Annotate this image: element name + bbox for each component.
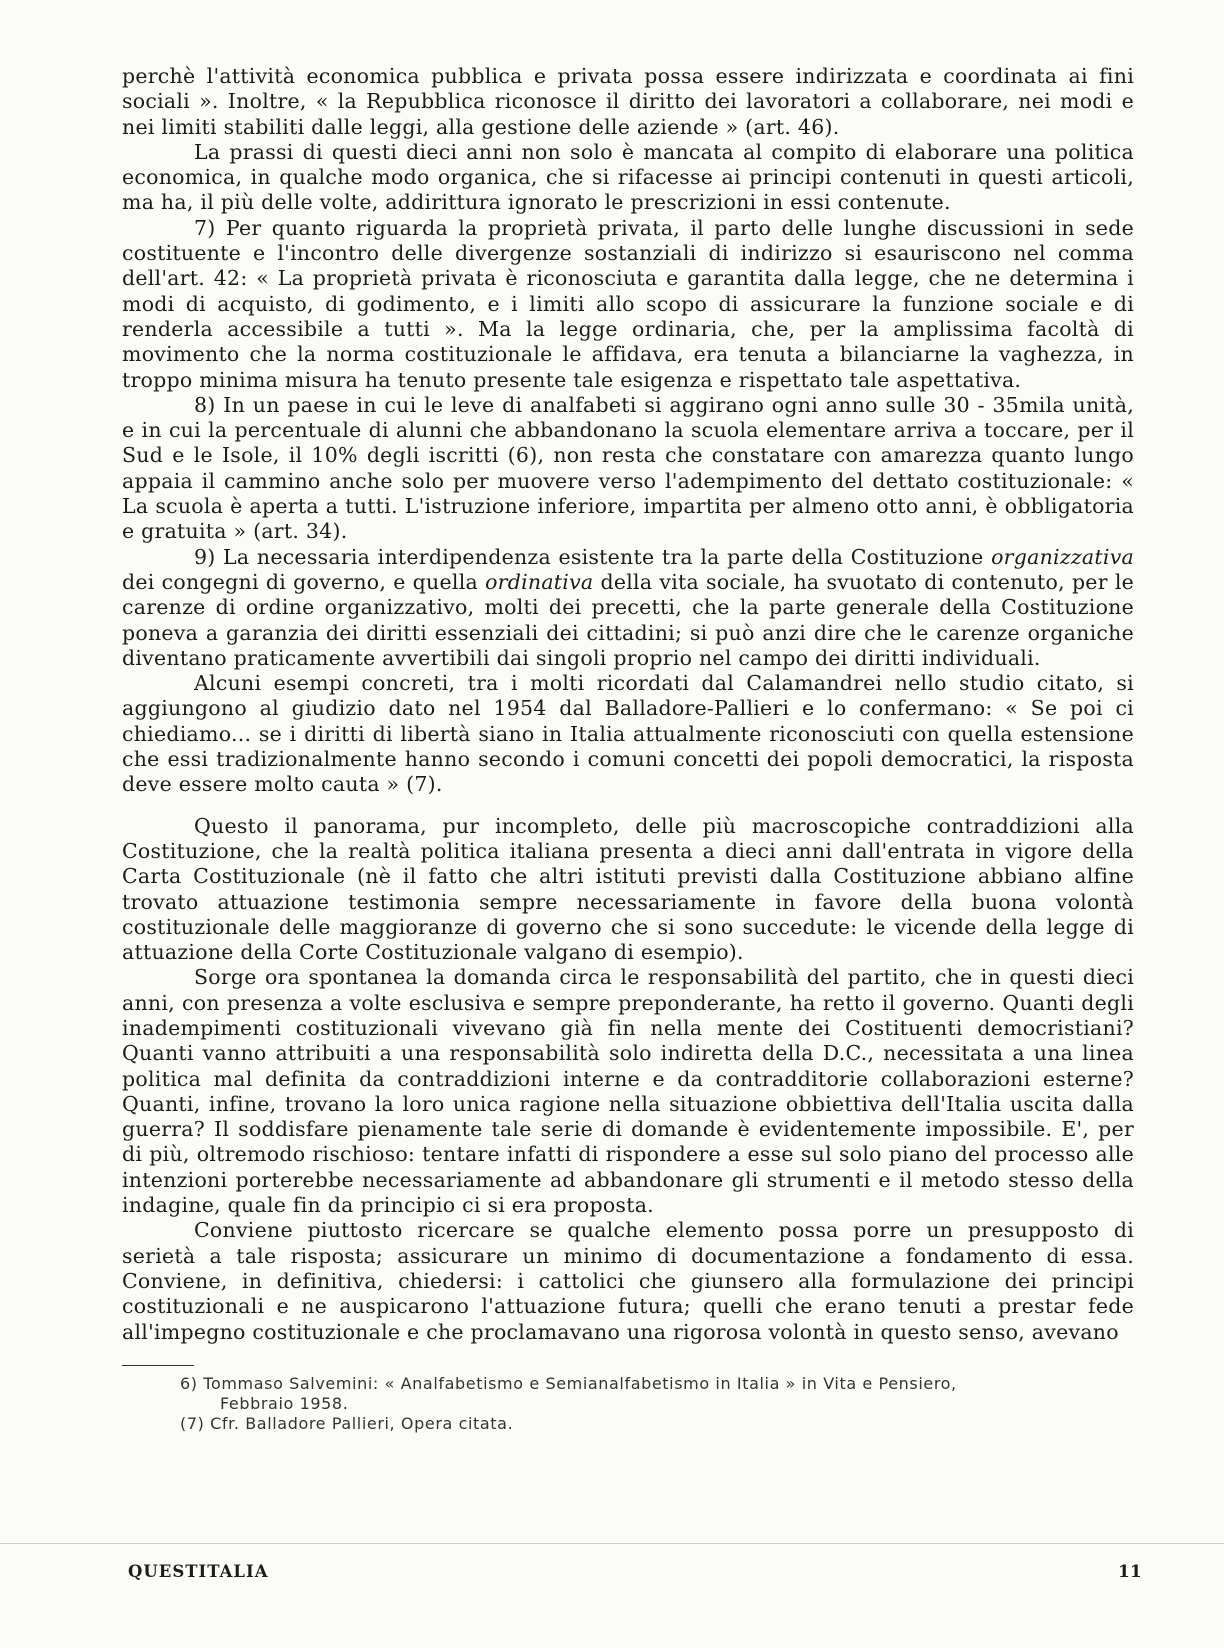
paragraph-5-italic-organizzativa: organizzativa <box>991 544 1134 569</box>
footer-divider <box>0 1543 1224 1544</box>
paragraph-3: 7) Per quanto riguarda la proprietà privata, il parto delle lunghe discussioni in sede costituente e l'incontro delle divergenze sostanziali di indirizzo si esauriscono nel comma dell'art. 42: « La proprietà privata è riconosciuta e garantita dalla legge, che ne determina i modi di acquisto, di godimento, e i limiti allo scopo di assicurare la funzione sociale e di renderla accessibile a tutti ». Ma la legge ordinaria, che, per la amplissima facoltà di movimento che la norma costituzionale le affidava, era tenuta a bilanciarne la vaghezza, in troppo minima misura ha tenuto presente tale esigenza e rispettato tale aspettativa. <box>122 215 1134 392</box>
article-body <box>122 64 1134 1434</box>
paragraph-6: Alcuni esempi concreti, tra i molti ricordati dal Calamandrei nello studio citato, si aggiungono al giudizio dato nel 1954 dal Balladore-Pallieri e lo confermano: « Se poi ci chiediamo... se i diritti di libertà siano in Italia attualmente riconosciuti con quella estensione che essi tradizionalmente hanno secondo i comuni concetti dei popoli democratici, la risposta deve essere molto cauta » (7). <box>122 671 1134 797</box>
paragraph-5-italic-ordinativa: ordinativa <box>485 569 594 594</box>
paragraph-5-text-a: 9) La necessaria interdipendenza esistente tra la parte della Costituzione <box>194 544 992 569</box>
footnote-divider <box>122 1365 194 1366</box>
paragraph-5 <box>122 545 1134 671</box>
footnote-6-continuation: Febbraio 1958. <box>220 1393 349 1413</box>
paragraph-2: La prassi di questi dieci anni non solo è mancata al compito di elaborare una politica economica, in qualche modo organica, che si rifacesse ai principi contenuti in questi articoli, ma ha, il più delle volte, addirittura ignorato le prescrizioni in essi contenute. <box>122 139 1134 215</box>
page-number: 11 <box>1118 1562 1142 1582</box>
paragraph-8: Sorge ora spontanea la domanda circa le responsabilità del partito, che in questi dieci anni, con presenza a volte esclusiva e sempre preponderante, ha retto il governo. Quanti degli inadempimenti costituzionali vivevano già fin nella mente dei Costituenti democristiani? Quanti vanno attribuiti a una responsabilità solo indiretta della D.C., necessitata a una linea politica mal definita da contraddizioni interne e da contradditorie collaborazioni esterne? Quanti, infine, trovano la loro unica ragione nella situazione obbiettiva dell'Italia uscita dalla guerra? Il soddisfare pienamente tale serie di domande è evidentemente impossibile. E', per di più, oltremodo rischioso: tentare infatti di rispondere a esse sul solo piano del processo alle intenzioni porterebbe necessariamente ad abbandonare gli strumenti e il metodo stesso della indagine, quale fin da principio ci si era proposta. <box>122 965 1134 1218</box>
paragraph-7: Questo il panorama, pur incompleto, delle più macroscopiche contraddizioni alla Costituzione, che la realtà politica italiana presenta a dieci anni dall'entrata in vigore della Carta Costituzionale (nè il fatto che altri istituti previsti dalla Costituzione abbiano alfine trovato attuazione testimonia sempre necessariamente in favore della buona volontà costituzionale delle maggioranze di governo che si sono succedute: le vicende della legge di attuazione della Corte Costituzionale valgano di esempio). <box>122 813 1134 965</box>
paragraph-4: 8) In un paese in cui le leve di analfabeti si aggirano ogni anno sulle 30 - 35mila unità, e in cui la percentuale di alunni che abbandonano la scuola elementare arriva a toccare, per il Sud e le Isole, il 10% degli iscritti (6), non resta che constatare con amarezza quanto lungo appaia il cammino anche solo per muovere verso l'adempimento del dettato costituzionale: « La scuola è aperta a tutti. L'istruzione inferiore, impartita per almeno otto anni, è obbligatoria e gratuita » (art. 34). <box>122 392 1134 544</box>
paragraph-9: Conviene piuttosto ricercare se qualche elemento possa porre un presupposto di serietà a tale risposta; assicurare un minimo di documentazione a fondamento di essa. Conviene, in definitiva, chiedersi: i cattolici che giunsero alla formulazione dei principi costituzionali e ne auspicarono l'attuazione futura; quelli che erano tenuti a prestar fede all'impegno costituzionale e che proclamavano una rigorosa volontà in questo senso, avevano <box>122 1218 1134 1344</box>
footnote-6: 6) Tommaso Salvemini: « Analfabetismo e Semianalfabetismo in Italia » in Vita e Pensiero, <box>180 1373 957 1393</box>
paragraph-5-text-e: della vita sociale, ha svuotato di contenuto, per le carenze di ordine organizzativo, molti dei precetti, che la parte generale della Costituzione poneva a garanzia dei diritti essenziali dei cittadini; si può anzi dire che le carenze organiche diventano praticamente avvertibili dai singoli proprio nel campo dei diritti individuali. <box>122 569 1135 670</box>
paragraph-1: perchè l'attività economica pubblica e privata possa essere indirizzata e coordinata ai fini sociali ». Inoltre, « la Repubblica riconosce il diritto dei lavoratori a collaborare, nei modi e nei limiti stabiliti dalle leggi, alla gestione delle aziende » (art. 46). <box>122 64 1134 139</box>
footnote-7: (7) Cfr. Balladore Pallieri, Opera citata. <box>180 1413 514 1433</box>
magazine-title: QUESTITALIA <box>128 1562 269 1581</box>
footnotes <box>180 1374 1134 1434</box>
paragraph-5-text-c: dei congegni di governo, e quella <box>122 569 486 594</box>
